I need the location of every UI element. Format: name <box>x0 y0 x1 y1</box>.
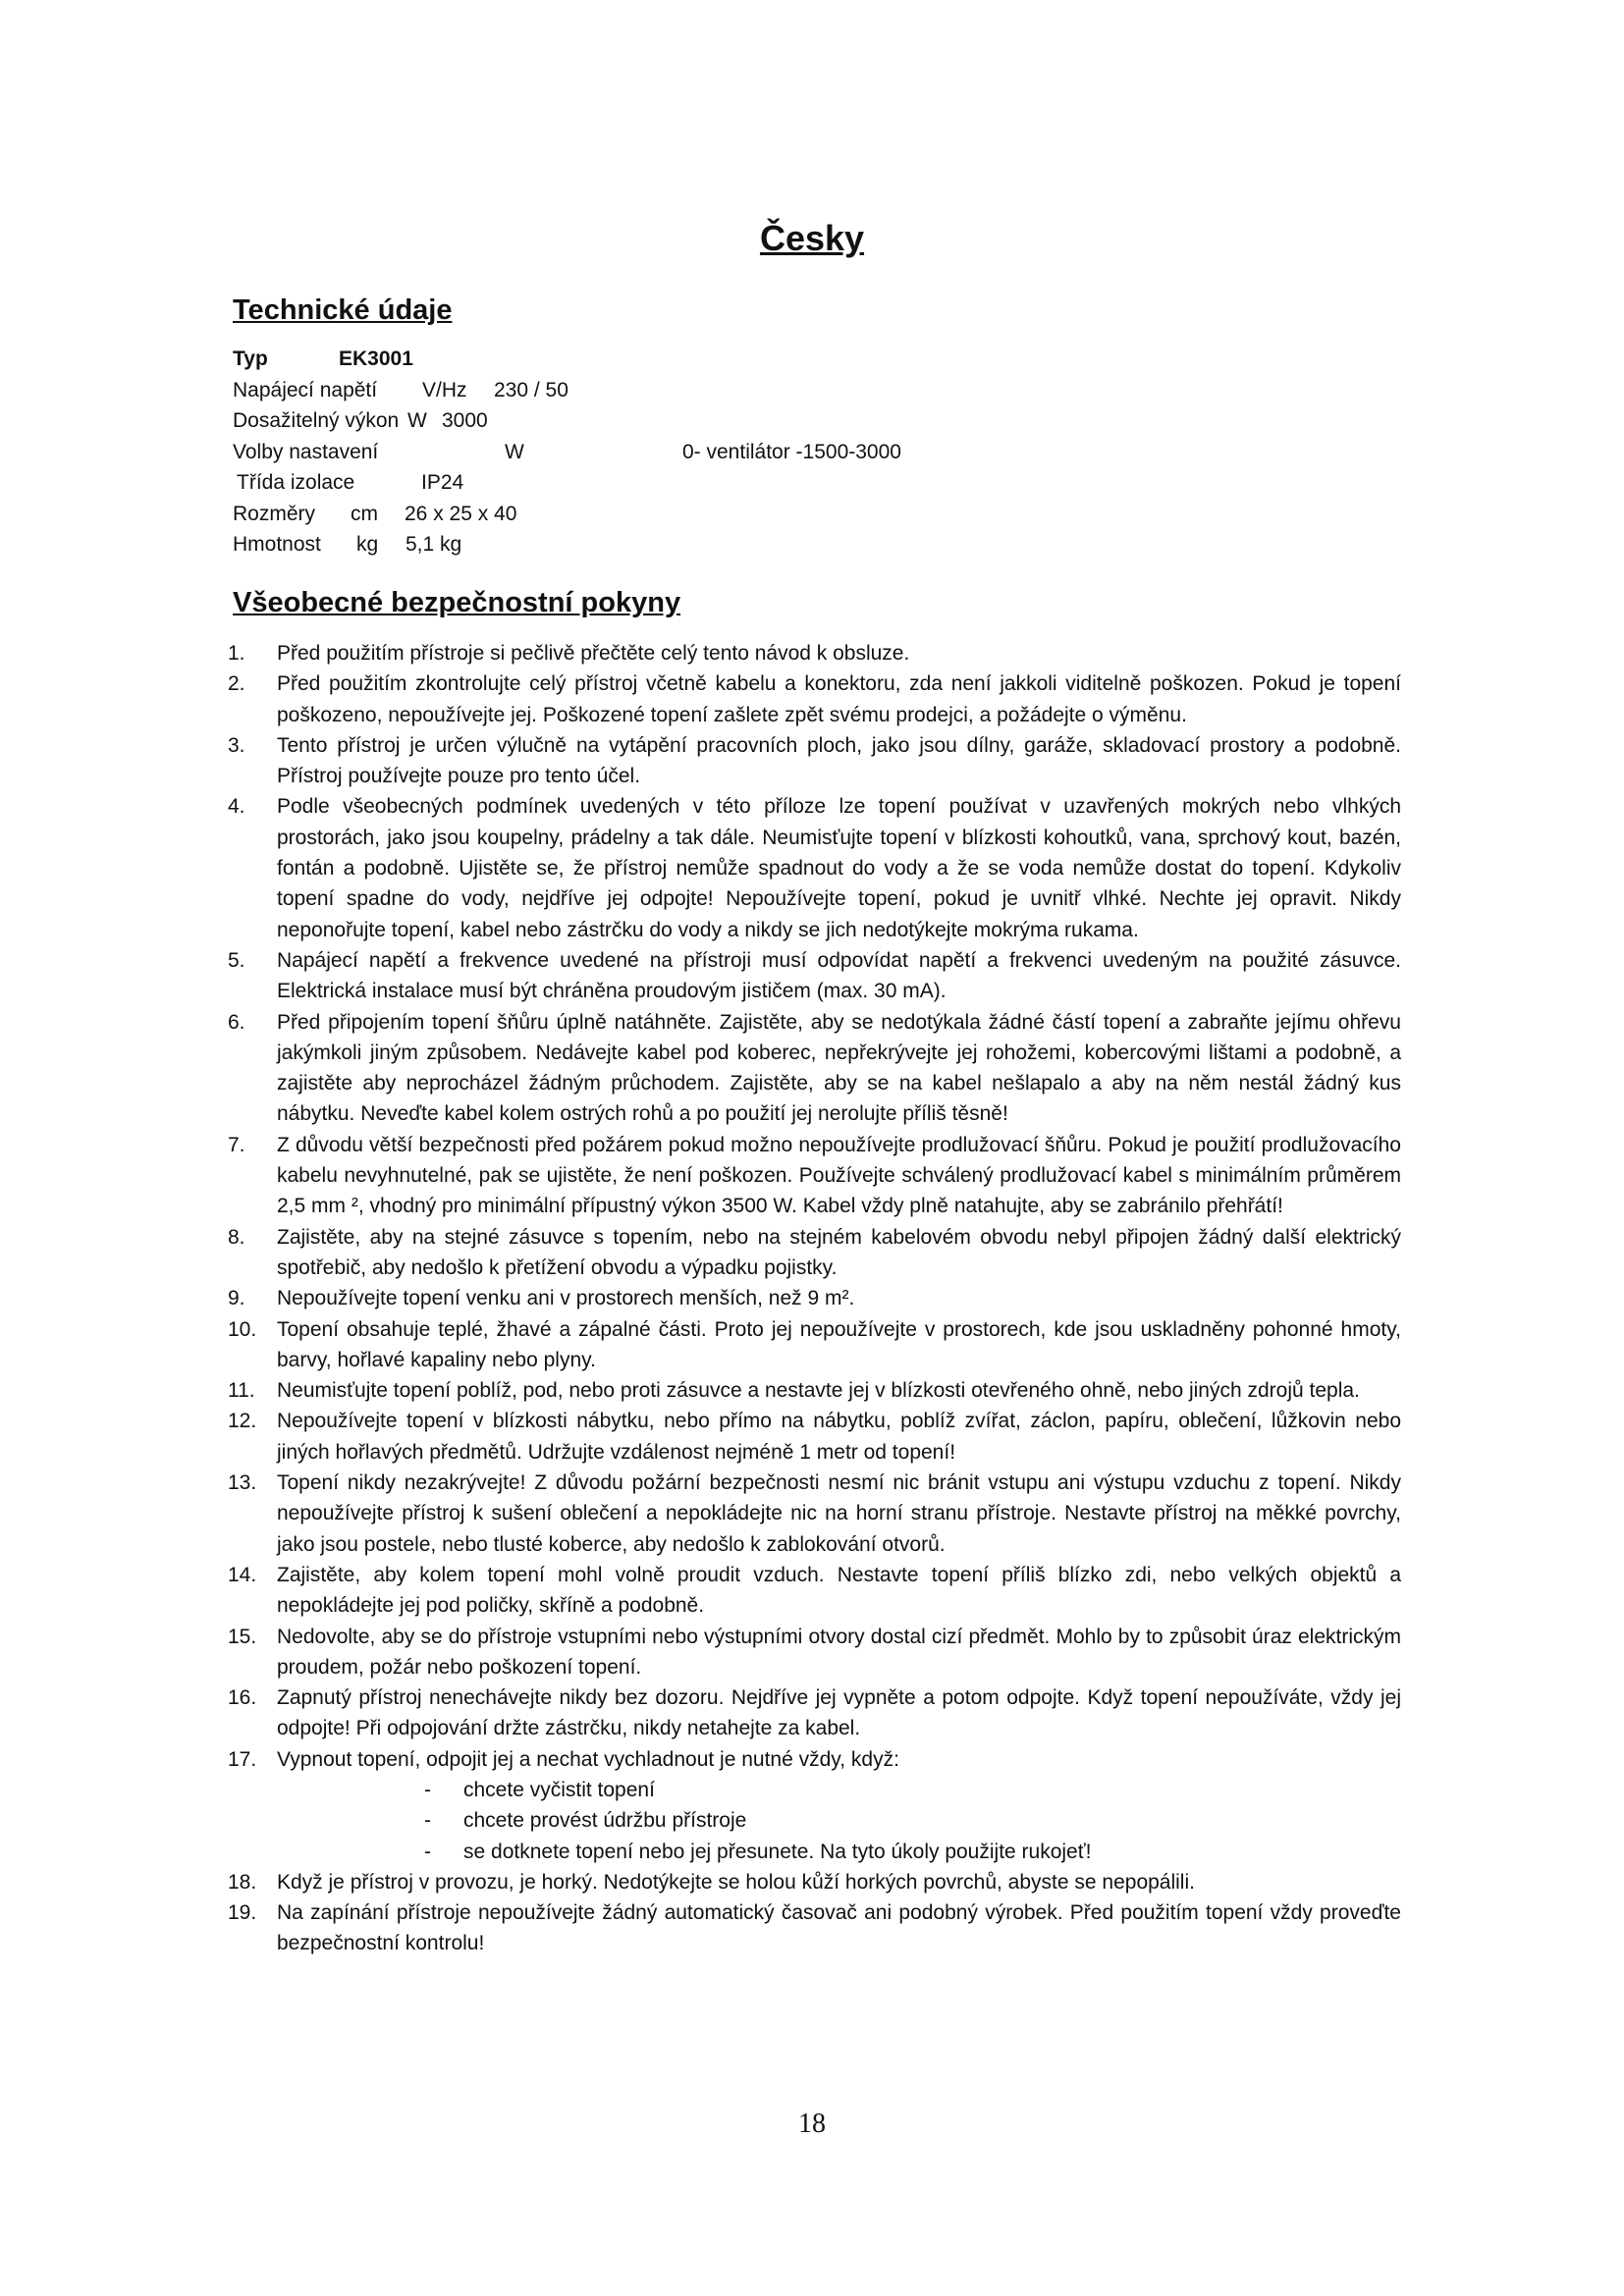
safety-item <box>228 1130 1401 1222</box>
safety-item-text: Před použitím zkontrolujte celý přístroj včetně kabelu a konektoru, zda není jakkoli viditelně poškozen. Pokud je topení poškozeno, nepoužívejte jej. Poškozené topení zašlete zpět svému prodejci, a požádejte o výměnu. <box>277 672 1401 726</box>
spec-weight-value: 5,1 kg <box>406 533 462 556</box>
spec-settings-value: 0- ventilátor -1500-3000 <box>682 440 901 463</box>
safety-item <box>228 1468 1401 1560</box>
safety-item-text: Nepoužívejte topení v blízkosti nábytku, nebo přímo na nábytku, poblíž zvířat, záclon, papíru, oblečení, lůžkovin nebo jiných hořlavých předmětů. Udržujte vzdálenost nejméně 1 metr od topení! <box>277 1410 1401 1464</box>
safety-item-text: Z důvodu větší bezpečnosti před požárem pokud možno nepoužívejte prodlužovací šňůru. Pokud je použití prodlužovacího kabelu nevyhnutelné, pak se ujistěte, že není poškozen. Používejte schválený prodlužovací kabel s minimálním průměrem 2,5 mm ², vhodný pro minimální přípustný výkon 3500 W. Kabel vždy plně natahujte, aby se zabránilo přehřátí! <box>277 1133 1401 1218</box>
safety-item-text: Na zapínání přístroje nepoužívejte žádný automatický časovač ani podobný výrobek. Před použitím topení vždy proveďte bezpečnostní kontrolu! <box>277 1901 1401 1955</box>
spec-type-label: Typ <box>233 347 268 370</box>
safety-item-number: 15. <box>228 1625 257 1648</box>
spec-dimensions-unit: cm <box>351 502 378 525</box>
safety-item <box>228 1222 1401 1284</box>
safety-item-text: Před připojením topení šňůru úplně natáhněte. Zajistěte, aby se nedotýkala žádné částí topení a zabraňte jejímu ohřevu jakýmkoli jiným způsobem. Nedávejte kabel pod koberec, nepřekrývejte jej rohožemi, kobercovými lištami a podobně, a zajistěte aby neprocházel žádným průchodem. Zajistěte, aby se na kabel nešlapalo a aby na něm nestál žádný kus nábytku. Neveďte kabel kolem ostrých rohů a po použití jej nerolujte příliš těsně! <box>277 1010 1401 1126</box>
safety-item-text: Vypnout topení, odpojit jej a nechat vychladnout je nutné vždy, když: <box>277 1747 899 1771</box>
spec-weight-label: Hmotnost <box>233 533 321 556</box>
safety-sub-list <box>277 1775 1401 1867</box>
safety-item-text: Zajistěte, aby kolem topení mohl volně proudit vzduch. Nestavte topení příliš blízko zdi, nebo velkých objektů a nepokládejte jej pod poličky, skříně a podobně. <box>277 1563 1401 1618</box>
safety-item <box>228 1682 1401 1744</box>
safety-heading: Všeobecné bezpečnostní pokyny <box>233 587 681 618</box>
safety-instructions-list <box>228 638 1401 1959</box>
safety-item-text: Napájecí napětí a frekvence uvedené na přístroji musí odpovídat napětí a frekvenci uvedeným na použité zásuvce. Elektrická instalace musí být chráněna proudovým jističem (max. 30 mA). <box>277 948 1401 1003</box>
safety-item-text: Před použitím přístroje si pečlivě přečtěte celý tento návod k obsluze. <box>277 642 910 665</box>
safety-sub-item-text: chcete provést údržbu přístroje <box>463 1809 747 1833</box>
safety-item-number: 16. <box>228 1686 257 1710</box>
dash-bullet: - <box>424 1809 431 1833</box>
safety-item <box>228 638 1401 668</box>
safety-item-number: 19. <box>228 1901 257 1925</box>
safety-item <box>228 1406 1401 1468</box>
safety-item-number: 5. <box>228 948 245 972</box>
safety-item-text: Když je přístroj v provozu, je horký. Nedotýkejte se holou kůží horkých povrchů, abyste se nepopálili. <box>277 1870 1195 1894</box>
spec-insulation-label: Třída izolace <box>237 471 355 494</box>
safety-item-number: 17. <box>228 1747 257 1771</box>
safety-sub-item-text: se dotknete topení nebo jej přesunete. Na tyto úkoly použijte rukojeť! <box>463 1840 1092 1863</box>
spec-voltage-value: 230 / 50 <box>494 378 568 401</box>
safety-item <box>228 1897 1401 1959</box>
safety-item-number: 1. <box>228 642 245 665</box>
spec-dimensions-label: Rozměry <box>233 502 316 525</box>
safety-item <box>228 668 1401 730</box>
spec-power-value: 3000 <box>442 409 488 432</box>
safety-item-number: 14. <box>228 1563 257 1586</box>
page-number: 18 <box>798 2109 826 2139</box>
safety-item <box>228 1744 1401 1867</box>
spec-settings-unit: W <box>505 440 524 463</box>
safety-item <box>228 945 1401 1007</box>
safety-item-number: 9. <box>228 1287 245 1310</box>
safety-item-text: Zajistěte, aby na stejné zásuvce s topením, nebo na stejném kabelovém obvodu nebyl připojen žádný další elektrický spotřebič, aby nedošlo k přetížení obvodu a výpadku pojistky. <box>277 1225 1401 1279</box>
safety-item-number: 18. <box>228 1870 257 1894</box>
safety-item-number: 3. <box>228 733 245 757</box>
spec-power-label: Dosažitelný výkon <box>233 409 400 432</box>
safety-item-number: 6. <box>228 1010 245 1034</box>
safety-item-text: Topení nikdy nezakrývejte! Z důvodu požární bezpečnosti nesmí nic bránit vstupu ani výstupu vzduchu z topení. Nikdy nepoužívejte přístroj k sušení oblečení a nepokládejte nic na horní stranu přístroje. Nestavte přístroj na měkké povrchy, jako jsou postele, nebo tlusté koberce, aby nedošlo k zablokování otvorů. <box>277 1471 1401 1556</box>
page-title: Česky <box>759 218 865 258</box>
safety-item <box>228 1314 1401 1376</box>
technical-data-heading: Technické údaje <box>233 294 453 326</box>
safety-item <box>228 1560 1401 1622</box>
spec-settings-label: Volby nastavení <box>233 440 379 463</box>
safety-item-text: Zapnutý přístroj nenechávejte nikdy bez dozoru. Nejdříve jej vypněte a potom odpojte. Když topení nepoužíváte, vždy jej odpojte! Při odpojování držte zástrčku, nikdy netahejte za kabel. <box>277 1686 1401 1740</box>
safety-item <box>228 1867 1401 1897</box>
safety-item <box>228 791 1401 944</box>
spec-voltage-unit: V/Hz <box>422 378 467 401</box>
safety-item <box>228 1007 1401 1130</box>
spec-insulation-value: IP24 <box>421 471 464 494</box>
dash-bullet: - <box>424 1778 431 1801</box>
safety-item-number: 10. <box>228 1317 257 1341</box>
spec-dimensions-value: 26 x 25 x 40 <box>405 502 517 525</box>
safety-item-number: 7. <box>228 1133 245 1156</box>
safety-sub-item <box>424 1837 1401 1867</box>
safety-item-number: 4. <box>228 795 245 819</box>
dash-bullet: - <box>424 1840 431 1863</box>
safety-item-text: Topení obsahuje teplé, žhavé a zápalné části. Proto jej nepoužívejte v prostorech, kde jsou uskladněny pohonné hmoty, barvy, hořlavé kapaliny nebo plyny. <box>277 1317 1401 1371</box>
safety-item-text: Neumisťujte topení poblíž, pod, nebo proti zásuvce a nestavte jej v blízkosti otevřeného ohně, nebo jiných zdrojů tepla. <box>277 1379 1360 1403</box>
spec-power-unit: W <box>407 409 427 432</box>
spec-weight-unit: kg <box>356 533 379 556</box>
safety-item-text: Nepoužívejte topení venku ani v prostorech menších, než 9 m². <box>277 1287 855 1310</box>
safety-sub-item <box>424 1775 1401 1805</box>
safety-item-number: 11. <box>228 1379 255 1403</box>
safety-item <box>228 730 1401 792</box>
spec-voltage-label: Napájecí napětí <box>233 378 378 401</box>
safety-item <box>228 1622 1401 1683</box>
safety-item-text: Nedovolte, aby se do přístroje vstupními nebo výstupními otvory dostal cizí předmět. Mohlo by to způsobit úraz elektrickým proudem, požár nebo poškození topení. <box>277 1625 1401 1679</box>
safety-item-number: 8. <box>228 1225 245 1249</box>
safety-item <box>228 1283 1401 1313</box>
safety-item-number: 13. <box>228 1471 257 1495</box>
safety-item-number: 12. <box>228 1410 257 1433</box>
safety-item-text: Tento přístroj je určen výlučně na vytápění pracovních ploch, jako jsou dílny, garáže, skladovací prostory a podobně. Přístroj používejte pouze pro tento účel. <box>277 733 1401 788</box>
safety-item <box>228 1375 1401 1406</box>
spec-type-value: EK3001 <box>339 347 413 370</box>
safety-sub-item-text: chcete vyčistit topení <box>463 1778 655 1801</box>
safety-item-number: 2. <box>228 672 245 696</box>
safety-item-text: Podle všeobecných podmínek uvedených v této příloze lze topení používat v uzavřených mokrých nebo vlhkých prostorách, jako jsou koupelny, prádelny a tak dále. Neumisťujte topení v blízkosti kohoutků, vana, sprchový kout, bazén, fontán a podobně. Ujistěte se, že přístroj nemůže spadnout do vody a že se voda nemůže dostat do topení. Kdykoliv topení spadne do vody, nejdříve jej odpojte! Nepoužívejte topení, pokud je uvnitř vlhké. Nechte jej opravit. Nikdy neponořujte topení, kabel nebo zástrčku do vody a nikdy se jich nedotýkejte mokrýma rukama. <box>277 795 1401 941</box>
safety-sub-item <box>424 1805 1401 1836</box>
